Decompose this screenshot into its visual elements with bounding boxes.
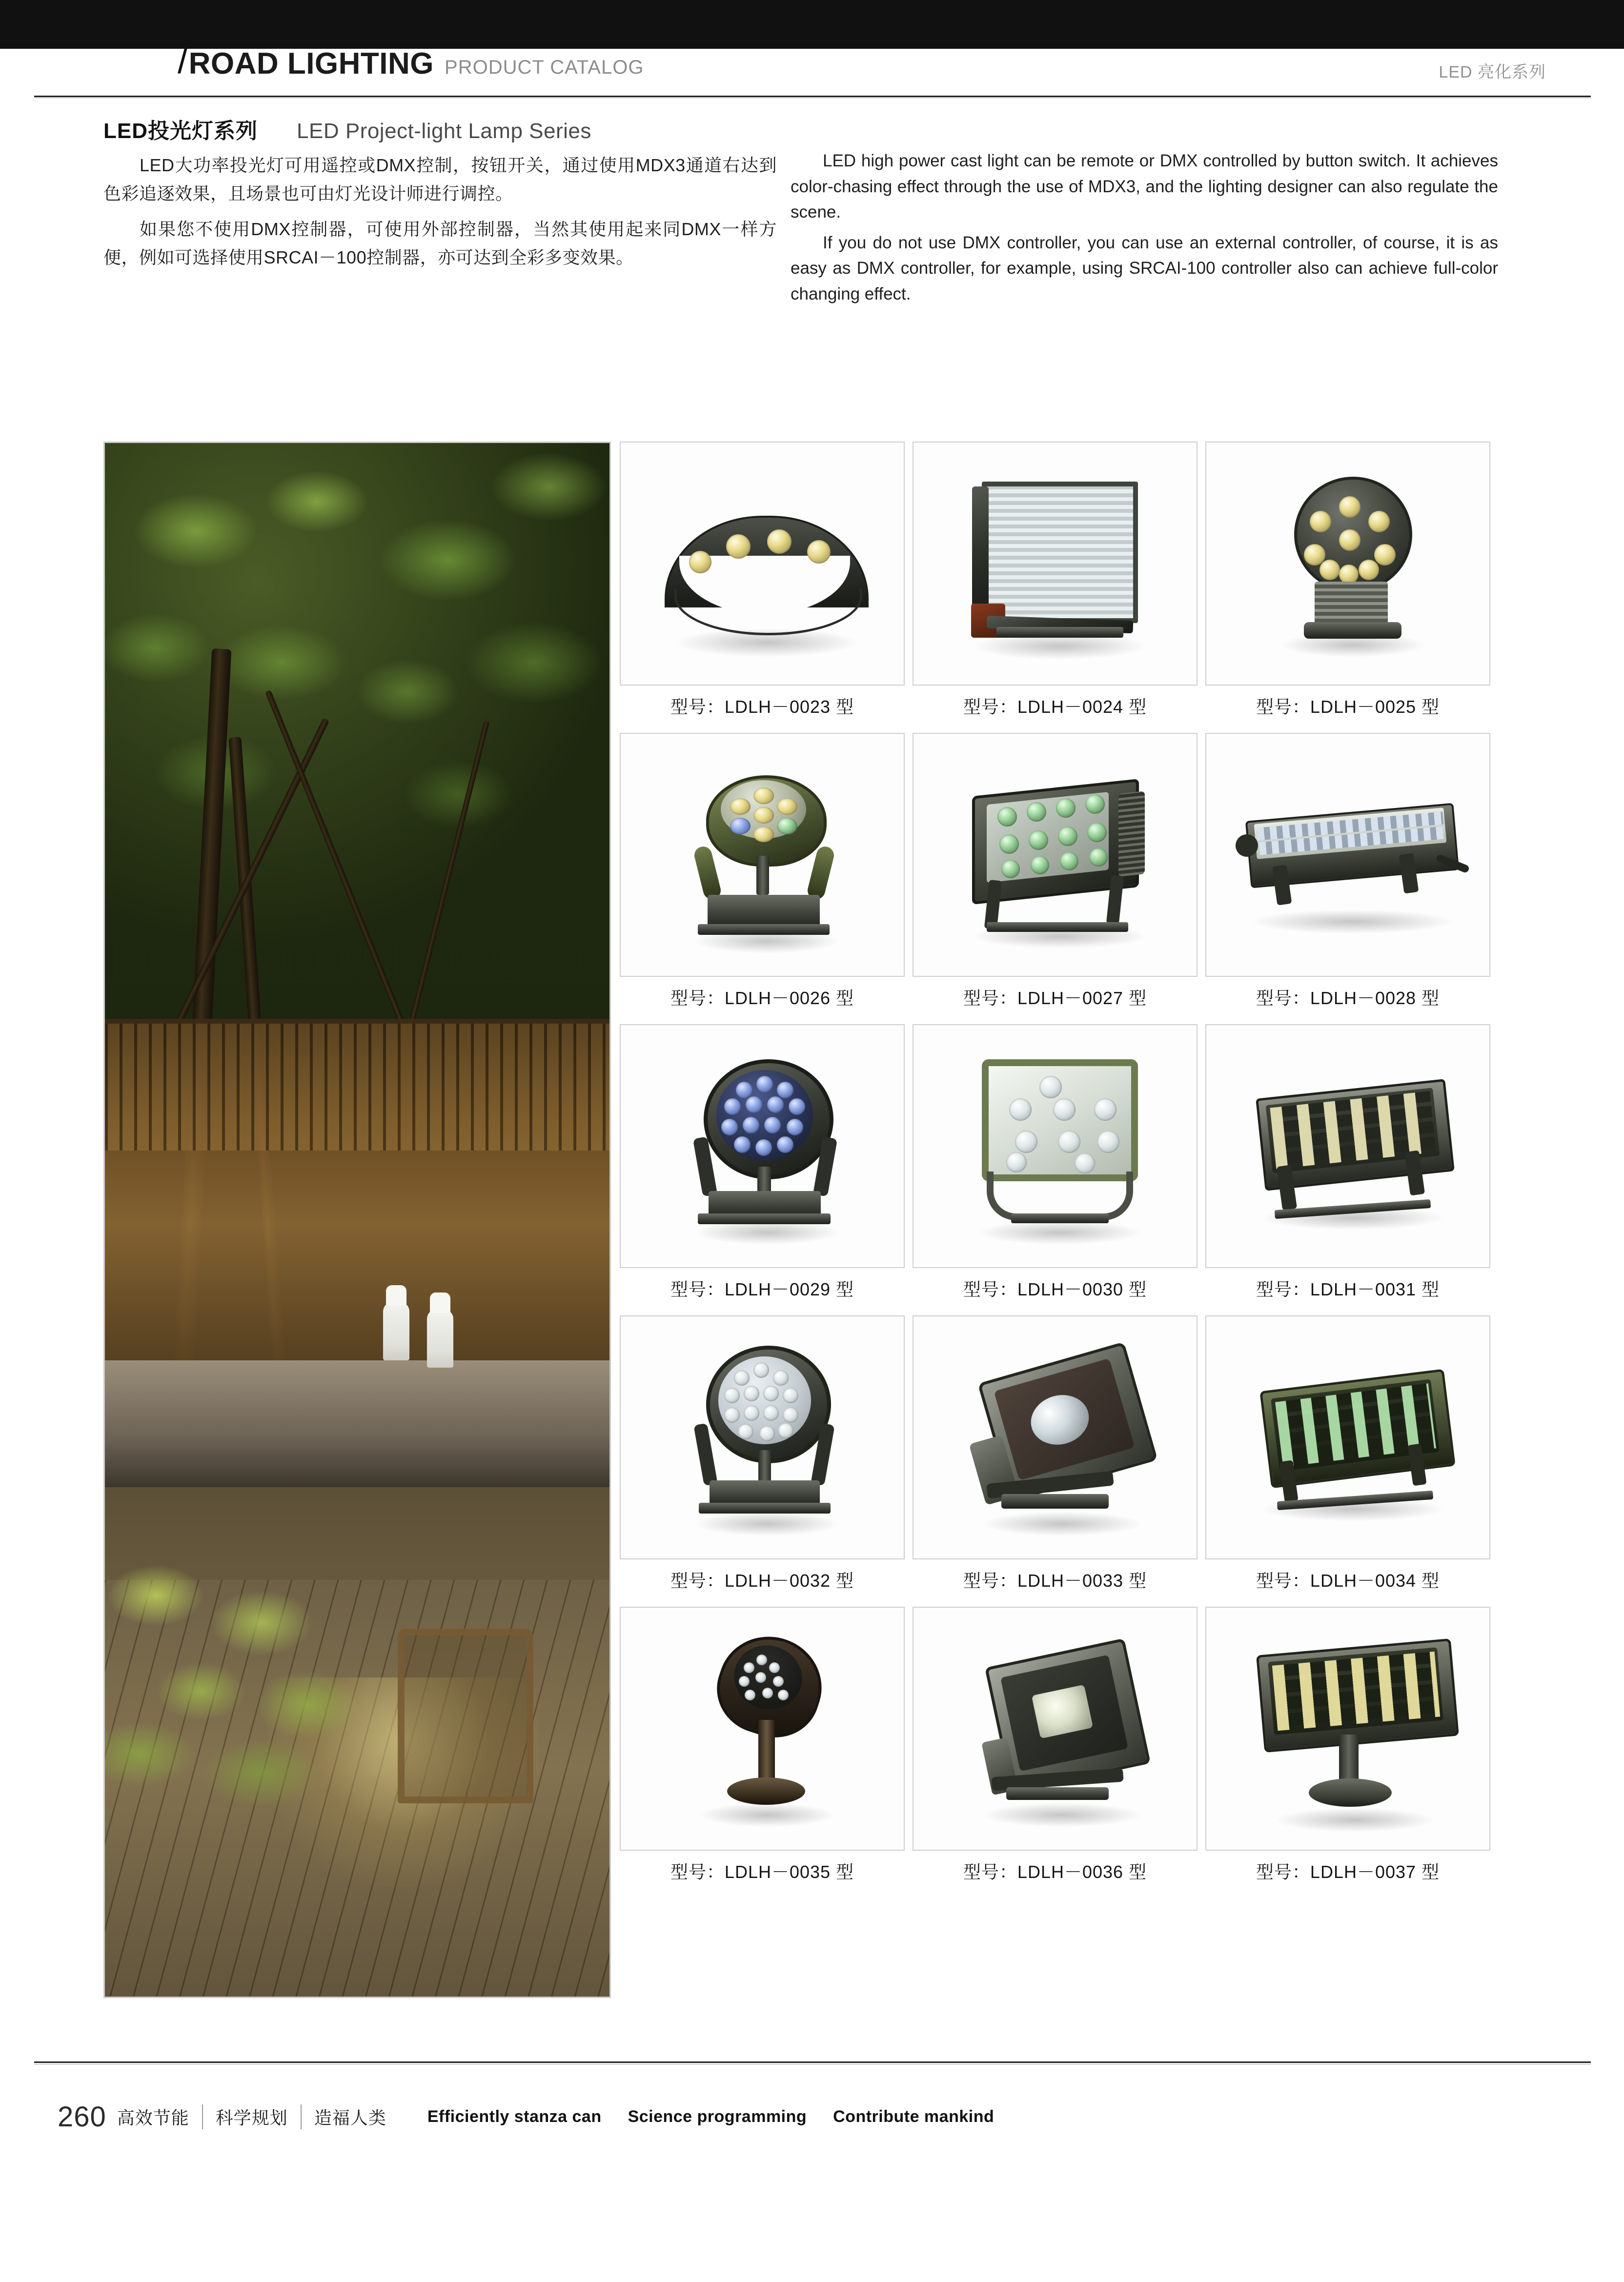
intro-en-paragraph: LED high power cast light can be remote or DMX controlled by button switch. It achieves color-chasing effect through the use of MDX3, and the lighting designer can also regulate the scene.	[791, 151, 1498, 222]
product-label: 型号：LDLH－0030 型	[963, 1279, 1147, 1299]
product-image-LDLH-0024	[913, 442, 1198, 686]
product-image-LDLH-0023	[620, 442, 905, 686]
footer-slogan-en: Efficiently stanza can	[427, 2107, 602, 2126]
header-black-bar	[0, 0, 1624, 49]
footer-divider	[34, 2061, 1591, 2063]
hero-buffet-counter	[105, 1360, 609, 1487]
footer-slogan-cn: 造福人类	[301, 2104, 399, 2129]
product-cell-LDLH-0024[interactable]	[913, 442, 1198, 731]
product-cell-LDLH-0028[interactable]	[1205, 733, 1490, 1022]
product-label: 型号：LDLH－0024 型	[963, 697, 1147, 717]
product-label: 型号：LDLH－0037 型	[1256, 1862, 1440, 1882]
header-title-cn: 道路照明	[54, 48, 175, 81]
footer-slogan-en: Science programming	[628, 2107, 807, 2126]
product-row	[620, 733, 1518, 1022]
intro-cn-paragraph: LED大功率投光灯可用遥控或DMX控制，按钮开关，通过使用MDX3通道右达到色彩追逐效果，且场景也可由灯光设计师进行调控。	[103, 155, 777, 204]
product-row	[620, 1607, 1518, 1896]
product-image-LDLH-0035	[620, 1607, 905, 1851]
product-cell-LDLH-0027[interactable]	[913, 733, 1198, 1022]
product-cell-LDLH-0035[interactable]	[620, 1607, 905, 1896]
footer-slogan-cn: 高效节能	[117, 2108, 189, 2128]
product-label: 型号：LDLH－0025 型	[1256, 697, 1440, 717]
product-image-LDLH-0030	[913, 1024, 1198, 1268]
product-image-LDLH-0037	[1205, 1607, 1490, 1851]
header-series-label: LED 亮化系列	[1439, 63, 1546, 81]
product-cell-LDLH-0033[interactable]	[913, 1315, 1198, 1605]
product-label: 型号：LDLH－0023 型	[670, 697, 854, 717]
product-grid	[620, 442, 1518, 1898]
intro-title-en: LED Project-light Lamp Series	[297, 119, 591, 143]
product-cell-LDLH-0036[interactable]	[913, 1607, 1198, 1896]
product-cell-LDLH-0030[interactable]	[913, 1024, 1198, 1313]
intro-title	[103, 113, 591, 144]
intro-en-paragraph: If you do not use DMX controller, you can use an external controller, of course, it is as easy as DMX controller, for example, using SRCAI-100 controller also can achieve full-color changing effect.	[791, 233, 1498, 303]
product-image-LDLH-0025	[1205, 442, 1490, 686]
hero-ceiling-slats	[105, 1024, 609, 1151]
product-label: 型号：LDLH－0035 型	[670, 1862, 854, 1882]
product-image-LDLH-0027	[913, 733, 1198, 977]
header-title-en: ROAD LIGHTING	[188, 47, 434, 81]
hero-chef-figure	[427, 1309, 453, 1368]
page-number: 260	[58, 2101, 106, 2133]
product-image-LDLH-0026	[620, 733, 905, 977]
page-footer	[0, 2061, 1624, 2179]
hero-chef-figure	[383, 1302, 409, 1360]
product-image-LDLH-0036	[913, 1607, 1198, 1851]
product-cell-LDLH-0037[interactable]	[1205, 1607, 1490, 1896]
header-title	[54, 40, 644, 81]
content-area	[0, 442, 1624, 2018]
product-cell-LDLH-0023[interactable]	[620, 442, 905, 731]
product-label: 型号：LDLH－0028 型	[1256, 988, 1440, 1008]
product-label: 型号：LDLH－0033 型	[963, 1571, 1147, 1591]
product-row	[620, 1024, 1518, 1313]
product-cell-LDLH-0026[interactable]	[620, 733, 905, 1022]
header-subtitle: PRODUCT CATALOG	[445, 57, 644, 78]
hero-shrub	[103, 1541, 398, 1814]
product-label: 型号：LDLH－0027 型	[963, 988, 1147, 1008]
product-image-LDLH-0028	[1205, 733, 1490, 977]
footer-content	[58, 2100, 1015, 2133]
footer-slogan-en-group	[427, 2107, 1015, 2126]
page-header	[0, 0, 1624, 103]
hero-chair	[398, 1629, 533, 1803]
product-label: 型号：LDLH－0032 型	[670, 1571, 854, 1591]
product-label: 型号：LDLH－0029 型	[670, 1279, 854, 1299]
footer-slogan-en: Contribute mankind	[833, 2107, 995, 2126]
product-cell-LDLH-0031[interactable]	[1205, 1024, 1490, 1313]
header-slash: /	[178, 40, 188, 81]
product-label: 型号：LDLH－0026 型	[670, 988, 854, 1008]
product-row	[620, 442, 1518, 731]
product-label: 型号：LDLH－0036 型	[963, 1862, 1147, 1882]
product-image-LDLH-0032	[620, 1315, 905, 1559]
product-image-LDLH-0031	[1205, 1024, 1490, 1268]
product-image-LDLH-0029	[620, 1024, 905, 1268]
product-image-LDLH-0033	[913, 1315, 1198, 1559]
product-image-LDLH-0034	[1205, 1315, 1490, 1559]
product-cell-LDLH-0025[interactable]	[1205, 442, 1490, 731]
footer-slogan-cn: 科学规划	[202, 2104, 301, 2129]
intro-text-cn	[103, 151, 777, 279]
product-cell-LDLH-0034[interactable]	[1205, 1315, 1490, 1605]
product-label: 型号：LDLH－0031 型	[1256, 1279, 1440, 1299]
intro-cn-paragraph: 如果您不使用DMX控制器，可使用外部控制器，当然其使用起来同DMX一样方便，例如可选择使用SRCAI－100控制器，亦可达到全彩多变效果。	[103, 219, 777, 267]
product-label: 型号：LDLH－0034 型	[1256, 1571, 1440, 1591]
header-divider	[34, 96, 1591, 97]
product-cell-LDLH-0032[interactable]	[620, 1315, 905, 1605]
intro-title-cn: LED投光灯系列	[103, 119, 258, 143]
product-row	[620, 1315, 1518, 1605]
product-cell-LDLH-0029[interactable]	[620, 1024, 905, 1313]
hero-photo	[103, 442, 611, 1998]
intro-text-en	[791, 148, 1498, 312]
